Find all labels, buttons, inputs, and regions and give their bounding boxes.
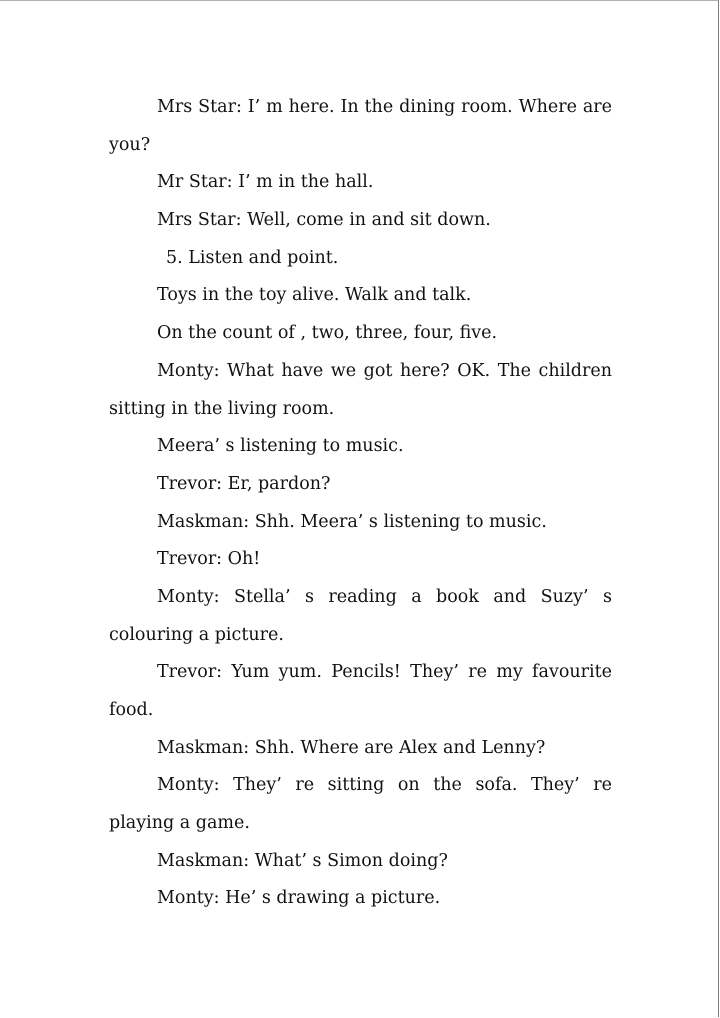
text-line: Trevor: Er, pardon? bbox=[157, 473, 331, 494]
text-line: Monty: He’ s drawing a picture. bbox=[157, 888, 441, 909]
text-line: colouring a picture. bbox=[109, 624, 284, 645]
text-line: Monty: What have we got here? OK. The children bbox=[157, 360, 612, 381]
document-text bbox=[109, 89, 612, 918]
text-line: playing a game. bbox=[109, 813, 250, 834]
text-line: On the count of , two, three, four, five. bbox=[157, 323, 498, 344]
text-line: Maskman: What’ s Simon doing? bbox=[157, 850, 448, 871]
text-line: Maskman: Shh. Meera’ s listening to music. bbox=[157, 511, 547, 532]
text-line: Trevor: Yum yum. Pencils! They’ re my favourite bbox=[157, 662, 612, 683]
text-line: 5. Listen and point. bbox=[166, 247, 339, 268]
text-line: Trevor: Oh! bbox=[157, 549, 261, 570]
text-line: Mr Star: I’ m in the hall. bbox=[157, 172, 374, 193]
text-line: Mrs Star: I’ m here. In the dining room. Where are bbox=[157, 97, 612, 117]
text-line: sitting in the living room. bbox=[109, 398, 335, 419]
text-line: Mrs Star: Well, come in and sit down. bbox=[157, 210, 491, 231]
text-line: Monty: Stella’ s reading a book and Suzy’ s bbox=[157, 586, 612, 607]
text-line: Toys in the toy alive. Walk and talk. bbox=[157, 285, 472, 306]
text-line: you? bbox=[109, 134, 151, 155]
text-line: food. bbox=[109, 700, 154, 720]
text-line: Monty: They’ re sitting on the sofa. They’ re bbox=[157, 775, 612, 796]
text-line: Meera’ s listening to music. bbox=[157, 436, 404, 457]
text-line: Maskman: Shh. Where are Alex and Lenny? bbox=[157, 737, 546, 758]
